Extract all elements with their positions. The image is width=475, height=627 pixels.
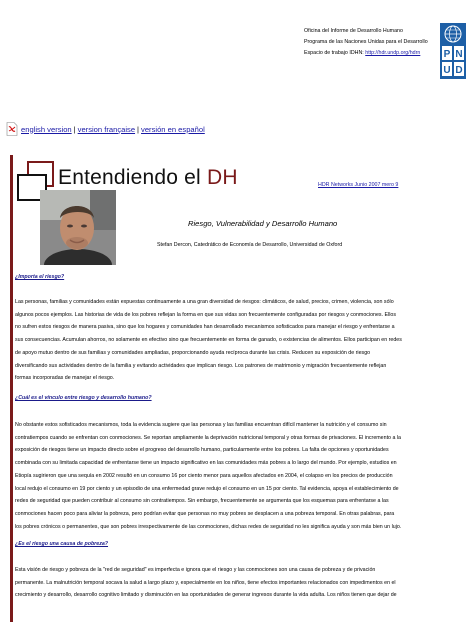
article-title: Riesgo, Vulnerabilidad y Desarrollo Humano xyxy=(188,219,338,228)
body-line: redes de seguridad que pueden contribuir al consumo sin contratiempos. Sin embargo, frecuentemente se argumenta que los esquemas para enfrentarse a las xyxy=(15,498,389,505)
undp-logo xyxy=(440,23,466,79)
spanish-version-link[interactable]: versión en español xyxy=(141,124,205,134)
body-line: formas incorporadas de manejar el riesgo. xyxy=(15,375,115,382)
section-question-1: ¿Importa el riesgo? xyxy=(15,274,65,280)
separator: | xyxy=(73,124,76,134)
section-body-1 xyxy=(15,296,453,385)
section-body-3 xyxy=(15,564,453,602)
section-question-3: ¿Es el riesgo una causa de pobreza? xyxy=(15,541,109,547)
logo-letter-4: D xyxy=(455,65,463,76)
logo-letter-1: P xyxy=(443,49,451,60)
issue-info[interactable]: HDR Networks Junio 2007 mero 9 xyxy=(318,182,399,188)
org-line-1: Oficina del Informe de Desarrollo Humano xyxy=(304,28,403,34)
section-body-2 xyxy=(15,419,453,533)
logo-letter-2: N xyxy=(455,49,463,60)
banner-title-main: Entendiendo el xyxy=(58,166,207,189)
language-selector xyxy=(6,122,205,136)
body-line: combinada con su limitada capacidad de enfrentarse tiene un impacto significativo en las comunidades más pobres a lo largo del mundo. Por ejemplo, estudios en xyxy=(15,460,397,467)
workspace-label: Espacio de trabajo IDHN: xyxy=(304,50,366,56)
hdrn-link[interactable]: http://hdr.undp.org/hdrn xyxy=(365,50,421,56)
body-line: permanente. La malnutrición temporal socava la salud a largo plazo y, especialmente en los niños, tiene efectos importantes relacionados con impedimentos en el xyxy=(15,579,396,586)
body-line: crecimiento y desarrollo, desarrollo cognitivo limitado y disminución en las oportunidades de generar ingresos durante la vida adulta. Los niños tienen que dejar de xyxy=(15,592,397,599)
org-line-2: Programa de las Naciones Unidas para el Desarrollo xyxy=(304,39,428,45)
body-line: exposición de riesgos tiene un impacto directo sobre el progreso del desarrollo humano, particularmente entre los pobres. La falta de opciones y oportunidades xyxy=(15,447,389,454)
section-question-2: ¿Cuál es el vínculo entre riesgo y desarrollo humano? xyxy=(15,395,152,401)
left-accent-rule xyxy=(10,155,13,622)
org-info xyxy=(304,26,432,59)
separator: | xyxy=(137,124,140,134)
body-line: Las personas, familias y comunidades están expuestas continuamente a una gran diversidad de riesgos: climáticos, de salud, precios, crimen, violencia, son sólo xyxy=(15,299,394,305)
author-photo xyxy=(40,190,116,265)
body-line: Etiopía sugirieron que una sequía en 2002 resultó en un consumo 16 por ciento menor para aquellos afectados en 2004, el colapso en los precios de producción xyxy=(15,472,393,479)
english-version-link[interactable]: english version xyxy=(21,124,72,134)
body-line: algunos pocos ejemplos. Las historias de vida de los pobres reflejan la forma en que sus vidas son frecuentemente configuradas por riesgos y conmociones. Ellos xyxy=(15,311,397,318)
pdf-icon[interactable] xyxy=(6,122,18,136)
body-line: Esta visión de riesgo y pobreza de la "red de seguridad" es imperfecta e ignora que el riesgo y las conmociones son una causa de pobreza y de privación xyxy=(15,567,376,573)
article-author: Stefan Dercon, Catedrático de Economía de Desarrollo, Universidad de Oxford xyxy=(157,242,343,248)
logo-letter-3: U xyxy=(443,65,451,76)
body-line: no sufren estos riesgos de manera pasiva, sino que los hogares y comunidades han desarrollado mecanismos sofisticados para manejar el riesgo y enfrentarse a xyxy=(15,324,395,331)
body-line: local redujo el consumo en 19 por ciento y un episodio de una enfermedad grave redujo el consumo en un 15 por ciento. Tal evidencia, apoya el establecimiento de xyxy=(15,485,399,492)
french-version-link[interactable]: version française xyxy=(77,124,136,134)
body-line: los pobres crónicos o permanentes, que son pobres irrespectivamente de las conmociones, dichas redes de seguridad no les significa ayuda y son más bien un lujo. xyxy=(15,523,402,530)
body-line: conmociones hacen poco para aliviar la pobreza, pero podrían evitar que personas no muy pobres se desplacen a una pobreza temporal. En otras palabras, para xyxy=(15,510,395,517)
body-line: sus consecuencias. Acumulan ahorros, no solamente en efectivo sino que frecuentemente en forma de ganado, o existencias de alimentos. Ellos participan en redes xyxy=(15,337,402,344)
body-line: contratiempos cuando se enfrentan con conmociones. Se reportan ampliamente la deprivación nutricional temporal y otras formas de privaciones. El incremento a la xyxy=(15,434,401,441)
body-line: No obstante estos sofisticados mecanismos, toda la evidencia sugiere que las personas y las familias encuentran difícil mantener la nutrición y el consumo sin xyxy=(15,422,387,428)
banner-title-dh: DH xyxy=(206,166,238,189)
body-line: diversificando sus actividades dentro de la familia y evitando actividades que implican riesgo. Los patrones de matrimonio y migración frecuentemente reflejan xyxy=(15,362,387,369)
body-line: de apoyo mutuo dentro de sus familias y comunidades ampliadas, proporcionando ayuda recíproca durante las crisis. Reducen su exposición de riesgo xyxy=(15,349,371,356)
banner-title xyxy=(58,166,238,190)
org-line-3 xyxy=(304,48,432,59)
